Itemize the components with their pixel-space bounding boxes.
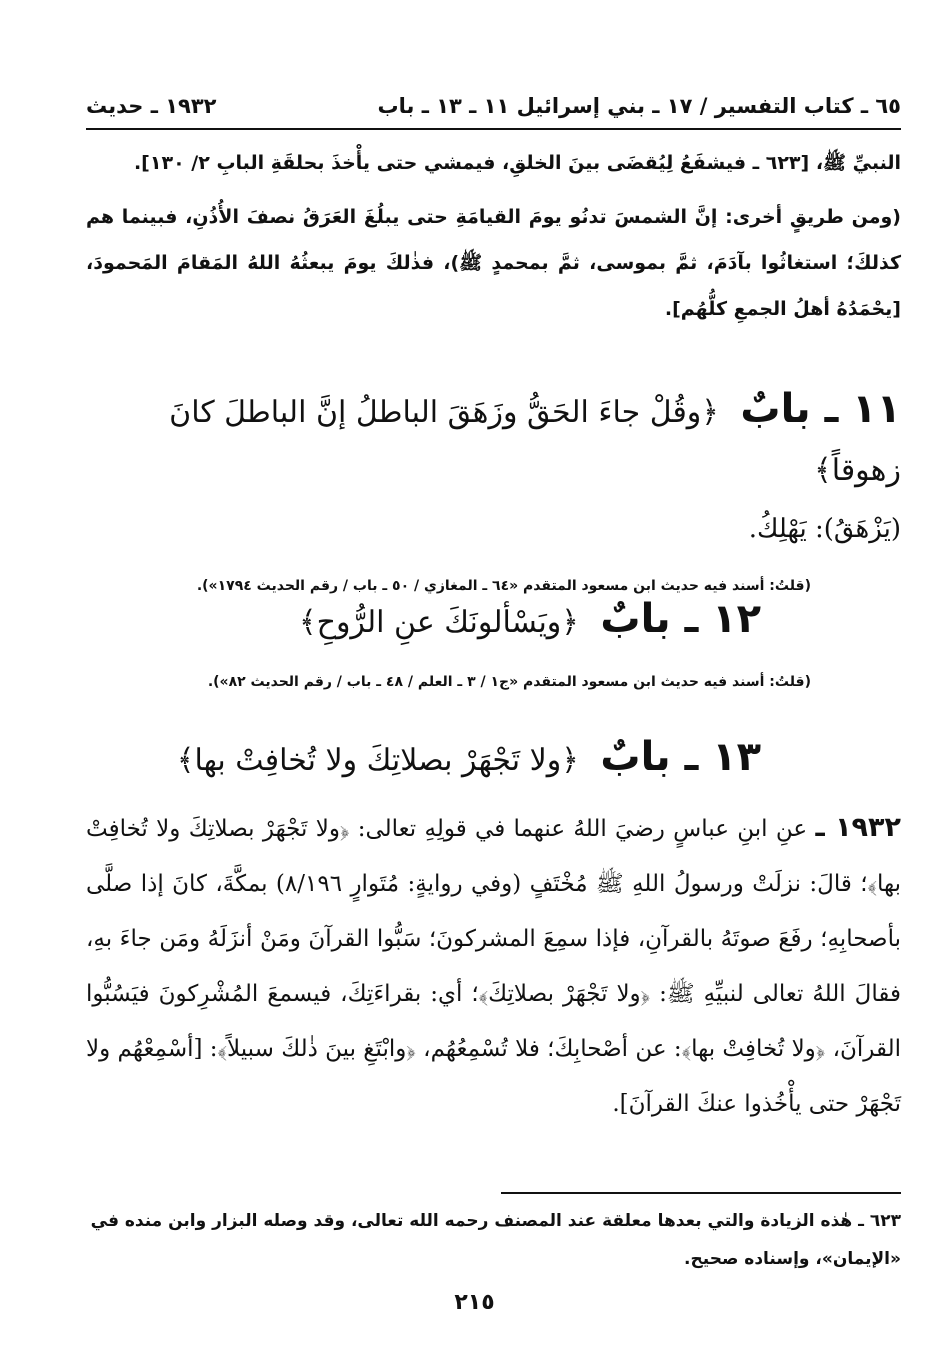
- hadith-1932: [86, 800, 901, 1132]
- bab-12-note: (قلتُ: أسند فيه حديث ابن مسعود المتقدم «ج١ / ٣ ـ العلم / ٤٨ ـ باب / رقم الحديث ٨٢»).: [207, 674, 811, 690]
- bab-11-title: ﴿وقُلْ جاءَ الحَقُّ وزَهَقَ الباطلُ إنَّ الباطلَ كانَ زهوقاً﴾: [169, 395, 901, 488]
- bab-11-number: ١١ ـ بابٌ: [740, 386, 901, 432]
- bab-11-section: [86, 380, 901, 594]
- footnote: ٦٢٣ ـ هٰذه الزيادة والتي بعدها معلقة عند المصنف رحمه الله تعالى، وقد وصله البزار وابن منده في «الإيمان»، وإسناده صحيح.: [90, 1211, 901, 1269]
- bab-11-heading: [86, 380, 901, 500]
- bab-11-note: (قلتُ: أسند فيه حديث ابن مسعود المتقدم «٦٤ ـ المغازي / ٥٠ ـ باب / رقم الحديث ١٧٩٤»).: [196, 578, 811, 594]
- intro-paragraph: (ومن طريقٍ أخرى: إنَّ الشمسَ تدنُو يومَ القيامَةِ حتى يبلُغَ العَرَقُ نصفَ الأُذُنِ، فبينما هم كذلكَ؛ استغاثُوا بآدَمَ، ثمَّ بموسى، ثمَّ بمحمدٍ ﷺ)، فذٰلكَ يومَ يبعثُهُ اللهُ المَقامَ المَحمودَ، [يحْمَدُهُ أهلُ الجمعِ كلُّهُم].: [86, 206, 901, 320]
- intro-line: النبيِّ ﷺ، [٦٢٣ ـ فيشفَعُ لِيُقضَى بينَ الخلقِ، فيمشي حتى يأْخذَ بحلقَةِ البابِ ٢/ ١٣٠].: [133, 152, 901, 174]
- hadith-number: ١٩٣٢ ـ: [815, 812, 901, 843]
- bab-12-number: ١٢ ـ بابٌ: [600, 596, 761, 642]
- bab-12-title: ﴿ويَسْألونَكَ عنِ الرُّوحِ﴾: [299, 605, 579, 640]
- footnote-divider: [501, 1192, 901, 1194]
- bab-13-section: [86, 728, 901, 790]
- bab-12-section: [86, 590, 901, 690]
- bab-13-title: ﴿ولا تَجْهَرْ بصلاتِكَ ولا تُخافِتْ بها﴾: [176, 743, 579, 778]
- page-number: ٢١٥: [454, 1290, 495, 1315]
- bab-12-heading: [86, 590, 761, 652]
- running-header: [86, 84, 901, 130]
- header-chapter: ٦٥ ـ كتاب التفسير / ١٧ ـ بني إسرائيل ١١ ـ ١٣ ـ باب: [377, 94, 901, 118]
- bab-13-number: ١٣ ـ بابٌ: [600, 734, 761, 780]
- hadith-text: عنِ ابنِ عباسٍ رضيَ اللهُ عنهما في قولِهِ تعالى: ﴿ولا تَجْهَرْ بصلاتِكَ ولا تُخافِتْ بها﴾؛ قالَ: نزلَتْ ورسولُ اللهِ ﷺ مُخْتَفٍ (وفي روايةٍ: مُتَوارٍ ٨/١٩٦) بمكَّةَ، كانَ إذا صلَّى بأصحابِهِ؛ رفَعَ صوتَهُ بالقرآنِ، فإذا سمِعَ المشركونَ؛ سَبُّوا القرآنَ ومَنْ أنزَلَهُ ومَن جاءَ بهِ، فقالَ اللهُ تعالى لنبيِّهِ ﷺ: ﴿ولا تَجْهَرْ بصلاتِكَ﴾؛ أي: بقراءَتِكَ، فيسمعَ المُشْرِكونَ فيَسُبُّوا القرآنَ، ﴿ولا تُخافِتْ بها﴾: عن أصْحابِكَ؛ فلا تُسْمِعُهُم، ﴿وابْتَغِ بينَ ذٰلكَ سبيلاً﴾: [أسْمِعْهُم ولا تَجْهَرْ حتى يأْخُذوا عنكَ القرآنَ].: [86, 816, 901, 1117]
- bab-11-gloss: (يَزْهَقُ): يَهْلِكُ.: [748, 514, 901, 544]
- hadith-body: [86, 800, 901, 1132]
- bab-13-heading: [86, 728, 761, 790]
- intro-section: [86, 140, 901, 332]
- header-hadith-range: ١٩٣٢ ـ حديث: [86, 94, 217, 118]
